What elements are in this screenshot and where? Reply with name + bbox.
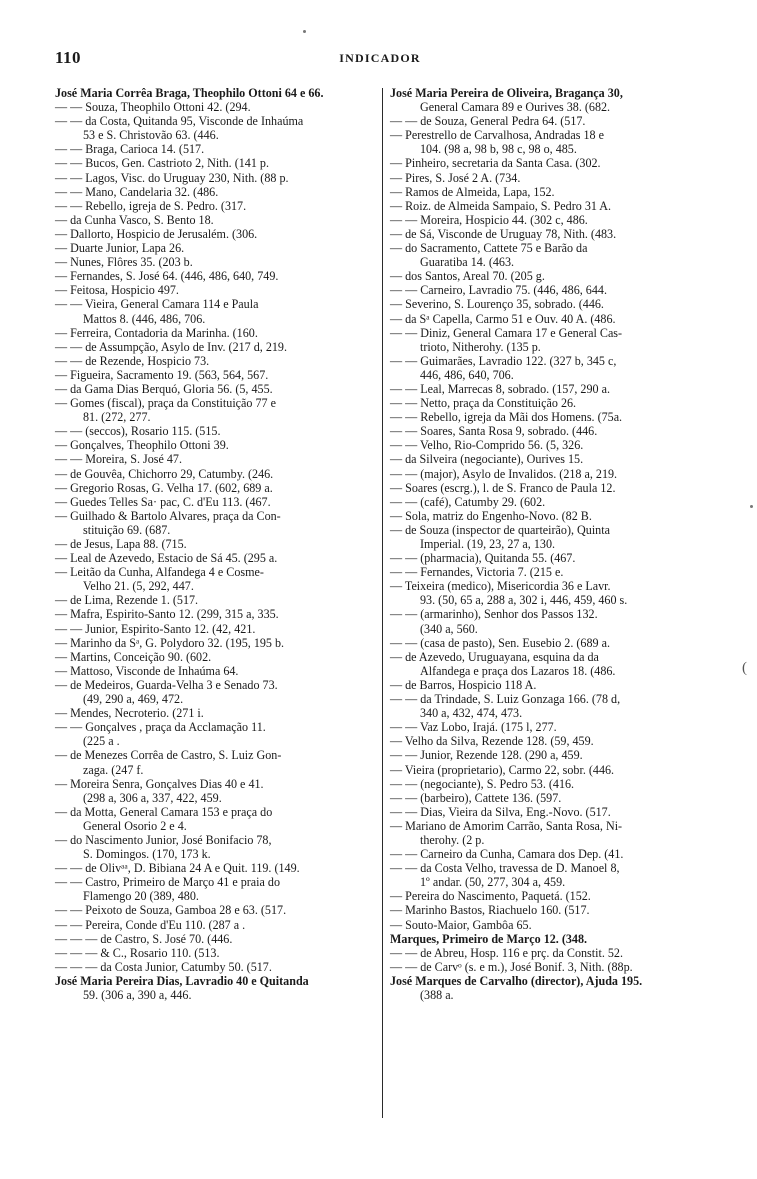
directory-entry: — — da Trindade, S. Luiz Gonzaga 166. (78 d, [390, 692, 621, 707]
directory-entry: — — Vaz Lobo, Irajá. (175 l, 277. [390, 720, 557, 735]
directory-entry-continuation: Imperial. (19, 23, 27 a, 130. [420, 537, 556, 551]
directory-entry: — da Cunha Vasco, S. Bento 18. [55, 212, 214, 227]
directory-entry: — — de Souza, General Pedra 64. (517. [390, 114, 586, 129]
directory-entry-continuation: (225 a . [83, 734, 120, 749]
directory-entry: — Guilhado & Bartolo Alvares, praça da Con- [55, 508, 281, 523]
directory-entry: — Velho da Silva, Rezende 128. (59, 459. [390, 734, 594, 749]
directory-entry: — — Diniz, General Camara 17 e General Cas- [390, 325, 623, 340]
directory-entry: — — (seccos), Rosario 115. (515. [55, 424, 221, 439]
directory-entry: — Dallorto, Hospicio de Jerusalém. (306. [55, 226, 258, 241]
directory-entry: — Duarte Junior, Lapa 26. [55, 241, 185, 256]
right-column [390, 86, 710, 1002]
directory-entry: — — Castro, Primeiro de Março 41 e praia do [55, 875, 281, 890]
page-speck [750, 505, 753, 508]
directory-entry-heading: José Maria Pereira Dias, Lavradio 40 e Quitanda [55, 973, 309, 988]
directory-entry: — — (pharmacia), Quitanda 55. (467. [390, 551, 576, 566]
directory-entry: — — Bucos, Gen. Castrioto 2, Nith. (141 p. [55, 156, 269, 171]
directory-entry: — — Moreira, S. José 47. [55, 452, 182, 467]
directory-entry: — Perestrello de Carvalhosa, Andradas 18 e [390, 128, 604, 143]
directory-entry-continuation: (388 a. [420, 988, 454, 1002]
directory-entry: — — Rebello, igreja da Mãi dos Homens. (75a. [390, 410, 623, 425]
directory-entry: — de Medeiros, Guarda-Velha 3 e Senado 73. [55, 677, 278, 692]
directory-entry: — Leal de Azevedo, Estacio de Sá 45. (295 a. [55, 551, 278, 566]
directory-entry: — — Carneiro da Cunha, Camara dos Dep. (41. [390, 847, 624, 862]
directory-entry: — — (barbeiro), Cattete 136. (597. [390, 790, 562, 805]
running-title: INDICADOR [339, 51, 421, 65]
directory-entry-continuation: 59. (306 a, 390 a, 446. [83, 988, 192, 1002]
directory-entry-continuation: S. Domingos. (170, 173 k. [83, 847, 211, 862]
directory-entry-continuation: 1º andar. (50, 277, 304 a, 459. [420, 875, 566, 890]
directory-entry-continuation: therohy. (2 p. [420, 832, 485, 847]
directory-entry: — Nunes, Flôres 35. (203 b. [55, 255, 193, 270]
directory-entry: — Pereira do Nascimento, Paquetá. (152. [390, 889, 591, 904]
directory-entry-continuation: (298 a, 306 a, 337, 422, 459. [83, 790, 222, 805]
column-divider [382, 88, 383, 1118]
directory-entry-continuation: 340 a, 432, 474, 473. [420, 706, 523, 721]
directory-entry-continuation: 104. (98 a, 98 b, 98 c, 98 o, 485. [420, 142, 577, 157]
directory-entry: — — Junior, Rezende 128. (290 a, 459. [390, 748, 583, 763]
directory-entry: — Guedes Telles Sa· pac, C. d'Eu 113. (467. [55, 494, 271, 509]
directory-entry-continuation: 93. (50, 65 a, 288 a, 302 i, 446, 459, 460 s. [420, 593, 628, 608]
page-speck [303, 30, 306, 33]
directory-entry: — Mendes, Necroterio. (271 i. [55, 706, 204, 721]
directory-entry-continuation: Velho 21. (5, 292, 447. [83, 579, 194, 594]
directory-entry: — — Netto, praça da Constituição 26. [390, 396, 577, 411]
directory-entry: — da Sᵃ Capella, Carmo 51 e Ouv. 40 A. (486. [390, 311, 616, 326]
directory-entry: — — Pereira, Conde d'Eu 110. (287 a . [55, 917, 246, 932]
directory-entry: — Marinho da Sᵃ, G. Polydoro 32. (195, 195 b. [55, 635, 285, 650]
directory-entry: — — — da Costa Junior, Catumby 50. (517. [55, 959, 272, 974]
directory-entry: — de Souza (inspector de quarteirão), Quinta [390, 522, 610, 537]
directory-entry: — da Motta, General Camara 153 e praça do [55, 804, 273, 819]
directory-entry: — — Gonçalves , praça da Acclamação 11. [55, 720, 266, 735]
directory-entry-continuation: Mattos 8. (446, 486, 706. [83, 311, 206, 326]
directory-entry: — — Fernandes, Victoria 7. (215 e. [390, 565, 564, 580]
directory-entry-continuation: stituição 69. (687. [83, 522, 171, 537]
directory-entry: — — Braga, Carioca 14. (517. [55, 142, 205, 157]
directory-entry: — Feitosa, Hospicio 497. [55, 283, 179, 298]
directory-entry: — — de Olivᵃᵃ, D. Bibiana 24 A e Quit. 119. (149. [55, 861, 300, 876]
directory-entry: — — Carneiro, Lavradio 75. (446, 486, 644. [390, 283, 607, 298]
directory-entry: — Souto-Maior, Gambôa 65. [390, 917, 532, 932]
directory-entry: — de Azevedo, Uruguayana, esquina da da [390, 649, 599, 664]
directory-entry: — de Barros, Hospicio 118 A. [390, 677, 537, 692]
directory-entry: — Mattoso, Visconde de Inhaúma 64. [55, 663, 239, 678]
directory-entry: — da Gama Dias Berquó, Gloria 56. (5, 455. [55, 381, 273, 396]
directory-entry: — Mariano de Amorim Carrão, Santa Rosa, Ni- [390, 818, 623, 833]
directory-entry-continuation: (340 a, 560. [420, 621, 478, 636]
directory-entry: — Soares (escrg.), l. de S. Franco de Paula 12. [390, 480, 616, 495]
page-number: 110 [55, 48, 82, 67]
directory-entry: — Pires, S. José 2 A. (734. [390, 170, 521, 185]
directory-entry: — Marinho Bastos, Riachuelo 160. (517. [390, 903, 590, 918]
directory-entry: — — Souza, Theophilo Ottoni 42. (294. [55, 100, 251, 115]
directory-entry: — — da Costa Velho, travessa de D. Manoel 8, [390, 861, 620, 876]
directory-entry: — — (major), Asylo de Invalidos. (218 a, 219. [390, 466, 618, 481]
directory-entry: — da Silveira (negociante), Ourives 15. [390, 452, 584, 467]
directory-entry: — — Guimarães, Lavradio 122. (327 b, 345 c, [390, 353, 617, 368]
directory-entry: — Pinheiro, secretaria da Santa Casa. (302. [390, 156, 601, 171]
directory-entry: — Gomes (fiscal), praça da Constituição 77 e [55, 396, 276, 411]
directory-entry: — de Jesus, Lapa 88. (715. [55, 537, 187, 551]
directory-entry: — — (negociante), S. Pedro 53. (416. [390, 776, 575, 791]
directory-entry: — Gonçalves, Theophilo Ottoni 39. [55, 438, 229, 453]
directory-entry: — Sola, matriz do Engenho-Novo. (82 B. [390, 508, 592, 523]
directory-entry: — de Menezes Corrêa de Castro, S. Luiz Gon- [55, 748, 282, 763]
directory-columns [55, 86, 710, 1136]
page-header [55, 48, 705, 68]
directory-entry: — — (casa de pasto), Sen. Eusebio 2. (689 a. [390, 635, 610, 650]
directory-entry: — — Leal, Marrecas 8, sobrado. (157, 290 a. [390, 381, 610, 396]
directory-entry: — de Lima, Rezende 1. (517. [55, 593, 199, 608]
directory-entry-heading: José Marques de Carvalho (director), Ajuda 195. [390, 973, 643, 988]
left-column [55, 86, 375, 1002]
directory-entry: — Moreira Senra, Gonçalves Dias 40 e 41. [55, 776, 264, 791]
directory-entry: — Ramos de Almeida, Lapa, 152. [390, 184, 555, 199]
directory-entry: — — Vieira, General Camara 114 e Paula [55, 297, 259, 312]
directory-entry: — Martins, Conceição 90. (602. [55, 649, 212, 664]
directory-entry: — Teixeira (medico), Misericordia 36 e Lavr. [390, 579, 611, 594]
directory-entry: — — Moreira, Hospicio 44. (302 c, 486. [390, 212, 588, 227]
directory-entry: — — de Carvᵒ (s. e m.), José Bonif. 3, Nith. (88p. [390, 959, 633, 974]
directory-entry: — — Lagos, Visc. do Uruguay 230, Nith. (88 p. [55, 170, 289, 185]
directory-entry-continuation: General Camara 89 e Ourives 38. (682. [420, 100, 611, 115]
directory-entry: — dos Santos, Areal 70. (205 g. [390, 269, 545, 284]
directory-entry-heading: José Maria Corrêa Braga, Theophilo Ottoni 64 e 66. [55, 86, 324, 100]
directory-entry: — Mafra, Espirito-Santo 12. (299, 315 a, 335. [55, 607, 279, 622]
directory-entry: — — de Assumpção, Asylo de Inv. (217 d, 219. [55, 339, 288, 354]
directory-entry: — — Peixoto de Souza, Gamboa 28 e 63. (517. [55, 903, 287, 918]
directory-entry: — — da Costa, Quitanda 95, Visconde de Inhaúma [55, 114, 304, 129]
directory-entry: — — Velho, Rio-Comprido 56. (5, 326. [390, 438, 584, 453]
margin-mark: ( [742, 660, 747, 676]
directory-entry-heading: Marques, Primeiro de Março 12. (348. [390, 931, 588, 946]
directory-entry-continuation: Alfandega e praça dos Lazaros 18. (486. [420, 663, 616, 678]
directory-entry: — — Junior, Espirito-Santo 12. (42, 421. [55, 621, 256, 636]
directory-entry-continuation: 446, 486, 640, 706. [420, 367, 514, 382]
directory-entry-continuation: (49, 290 a, 469, 472. [83, 692, 184, 707]
directory-entry: — Leitão da Cunha, Alfandega 4 e Cosme- [55, 565, 264, 580]
directory-entry: — de Sá, Visconde de Uruguay 78, Nith. (483. [390, 226, 617, 241]
directory-entry: — Severino, S. Lourenço 35, sobrado. (446. [390, 297, 604, 312]
directory-entry-heading: José Maria Pereira de Oliveira, Bragança 30, [390, 86, 623, 100]
directory-entry-continuation: Guaratiba 14. (463. [420, 255, 515, 270]
directory-entry: — — — & C., Rosario 110. (513. [55, 945, 220, 960]
directory-entry: — do Nascimento Junior, José Bonifacio 78, [55, 832, 272, 847]
directory-entry-continuation: trioto, Nitherohy. (135 p. [420, 339, 541, 354]
directory-entry: — do Sacramento, Cattete 75 e Barão da [390, 241, 588, 256]
directory-entry: — Figueira, Sacramento 19. (563, 564, 567. [55, 367, 269, 382]
directory-entry: — — (café), Catumby 29. (602. [390, 494, 546, 509]
directory-entry: — Vieira (proprietario), Carmo 22, sobr. (446. [390, 762, 615, 777]
directory-entry: — — Mano, Candelaria 32. (486. [55, 184, 219, 199]
directory-entry: — — (armarinho), Senhor dos Passos 132. [390, 607, 598, 622]
directory-entry-continuation: Flamengo 20 (389, 480. [83, 889, 199, 904]
directory-entry: — — Rebello, igreja de S. Pedro. (317. [55, 198, 247, 213]
directory-entry: — — Soares, Santa Rosa 9, sobrado. (446. [390, 424, 598, 439]
directory-entry: — Fernandes, S. José 64. (446, 486, 640, 749. [55, 269, 279, 284]
directory-entry: — — — de Castro, S. José 70. (446. [55, 931, 233, 946]
directory-entry-continuation: zaga. (247 f. [83, 762, 144, 777]
directory-entry: — Gregorio Rosas, G. Velha 17. (602, 689 a. [55, 480, 273, 495]
directory-entry: — Ferreira, Contadoria da Marinha. (160. [55, 325, 258, 340]
directory-entry-continuation: 53 e S. Christovão 63. (446. [83, 128, 219, 143]
directory-entry: — — Dias, Vieira da Silva, Eng.-Novo. (517. [390, 804, 611, 819]
directory-entry: — — de Rezende, Hospicio 73. [55, 353, 210, 368]
directory-entry: — de Gouvêa, Chichorro 29, Catumby. (246. [55, 466, 274, 481]
directory-entry: — — de Abreu, Hosp. 116 e prç. da Constit. 52. [390, 945, 623, 960]
directory-entry: — Roiz. de Almeida Sampaio, S. Pedro 31 A. [390, 198, 612, 213]
directory-entry-continuation: 81. (272, 277. [83, 410, 151, 425]
directory-entry-continuation: General Osorio 2 e 4. [83, 818, 187, 833]
